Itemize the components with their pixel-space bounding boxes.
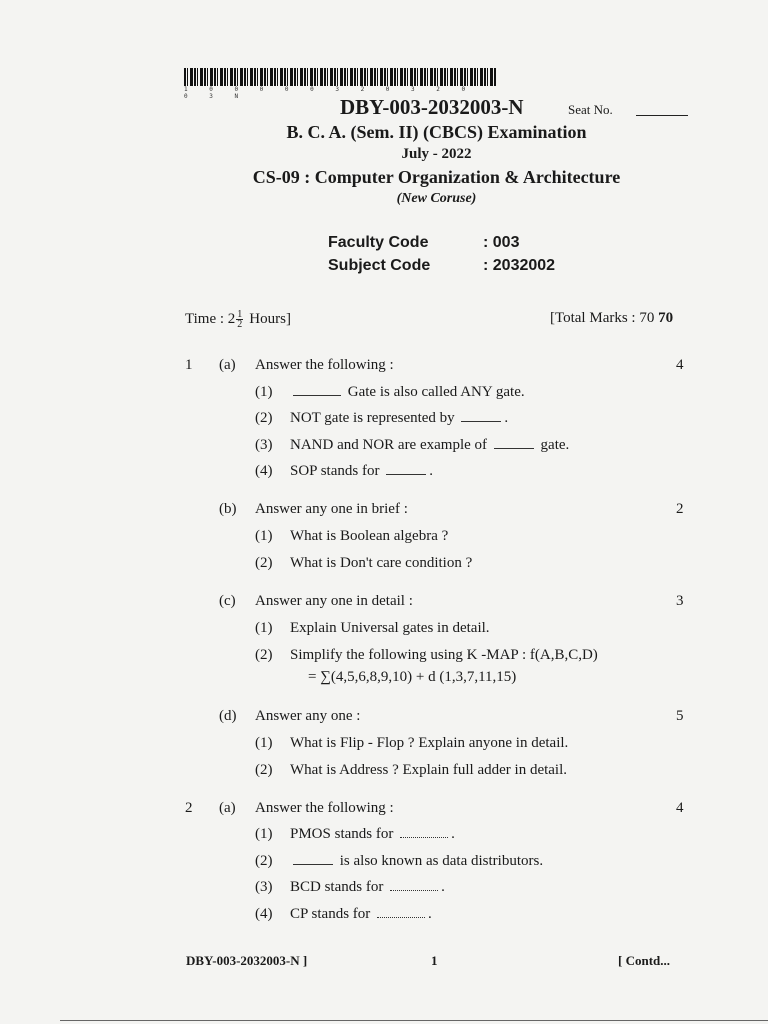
- footer-continued: [ Contd...: [618, 953, 671, 968]
- q1a-item: SOP stands for .: [290, 463, 433, 479]
- q1b-marks: 2: [676, 501, 684, 517]
- faculty-code-label: Faculty Code: [328, 234, 429, 251]
- q1a-item-num: (2): [255, 410, 273, 426]
- seat-label: Seat No.: [568, 102, 613, 117]
- q1a-item-num: (3): [255, 437, 273, 453]
- answer-blank: [293, 854, 333, 865]
- q1d-item: What is Address ? Explain full adder in detail.: [290, 762, 568, 778]
- q1c-item: Explain Universal gates in detail.: [290, 620, 490, 636]
- q2a-item: PMOS stands for .: [290, 826, 455, 842]
- time-suffix: Hours]: [249, 310, 291, 327]
- question-number-2: 2: [185, 800, 193, 816]
- q1a-label: (a): [219, 357, 236, 373]
- q1c-item-num: (2): [255, 647, 273, 663]
- q1b-label: (b): [219, 501, 237, 517]
- q1d-marks: 5: [676, 708, 684, 724]
- q2a-item: BCD stands for .: [290, 879, 445, 895]
- answer-blank: [390, 880, 438, 891]
- q1c-label: (c): [219, 593, 236, 609]
- question-number-1: 1: [185, 357, 193, 373]
- q1d-label: (d): [219, 708, 237, 724]
- q1d-item-num: (2): [255, 762, 273, 778]
- q1c-item-continuation: = ∑(4,5,6,8,9,10) + d (1,3,7,11,15): [308, 669, 517, 685]
- answer-blank: [377, 907, 425, 918]
- seat-number-field: [636, 115, 688, 116]
- q1d-item: What is Flip - Flop ? Explain anyone in detail.: [290, 735, 569, 751]
- q2a-label: (a): [219, 800, 236, 816]
- answer-blank: [386, 464, 426, 475]
- q1a-item: Gate is also called ANY gate.: [290, 384, 525, 401]
- barcode-number: 1 0 0 0 0 0 3 2 0 3 2 0 0 3 N: [184, 86, 475, 100]
- time-prefix: Time : 2: [185, 310, 236, 327]
- q1d-item-num: (1): [255, 735, 273, 751]
- q1a-item-num: (1): [255, 384, 273, 400]
- q2a-text: Answer the following :: [255, 800, 394, 816]
- q1a-marks: 4: [676, 357, 684, 373]
- exam-title: B. C. A. (Sem. II) (CBCS) Examination: [286, 122, 587, 142]
- footer-paper-code: DBY-003-2032003-N ]: [186, 953, 308, 968]
- subject-code-label: Subject Code: [328, 257, 431, 274]
- barcode: [184, 68, 496, 86]
- answer-blank: [400, 827, 448, 838]
- q1c-item: Simplify the following using K -MAP : f(A,B,C,D): [290, 647, 598, 663]
- time-fraction: [236, 310, 243, 329]
- q2a-item-num: (4): [255, 906, 273, 922]
- q2a-item-num: (3): [255, 879, 273, 895]
- time-fraction-numerator: 1: [237, 309, 243, 320]
- time-info: [185, 310, 291, 329]
- answer-blank: [461, 411, 501, 422]
- q2a-item-num: (2): [255, 853, 273, 869]
- q2a-item: CP stands for .: [290, 906, 432, 922]
- q1b-text: Answer any one in brief :: [255, 501, 408, 517]
- q1a-item: NOT gate is represented by .: [290, 410, 509, 426]
- q1b-item-num: (1): [255, 528, 273, 544]
- q1c-marks: 3: [676, 593, 684, 609]
- q2a-marks: 4: [676, 800, 684, 816]
- answer-blank: [293, 385, 341, 396]
- q1c-item-num: (1): [255, 620, 273, 636]
- q1a-text: Answer the following :: [255, 357, 394, 373]
- q1a-item-num: (4): [255, 463, 273, 479]
- faculty-code-value: : 003: [483, 234, 520, 251]
- total-marks: [Total Marks : 70 70: [550, 310, 674, 326]
- q1c-text: Answer any one in detail :: [255, 593, 413, 609]
- page-number: 1: [431, 953, 438, 968]
- course-note: (New Coruse): [396, 191, 477, 206]
- q1d-text: Answer any one :: [255, 708, 361, 724]
- time-fraction-denominator: 2: [237, 319, 243, 330]
- exam-session: July - 2022: [401, 146, 472, 162]
- paper-code: DBY-003-2032003-N: [340, 95, 524, 119]
- page-bottom-rule: [60, 1020, 768, 1021]
- q1a-item: NAND and NOR are example of gate.: [290, 437, 570, 453]
- q1b-item: What is Don't care condition ?: [290, 555, 473, 571]
- subject-title: CS-09 : Computer Organization & Architecture: [252, 167, 621, 187]
- q1b-item: What is Boolean algebra ?: [290, 528, 449, 544]
- q2a-item: is also known as data distributors.: [290, 853, 543, 870]
- q2a-item-num: (1): [255, 826, 273, 842]
- subject-code-value: : 2032002: [483, 257, 556, 274]
- answer-blank: [494, 438, 534, 449]
- q1b-item-num: (2): [255, 555, 273, 571]
